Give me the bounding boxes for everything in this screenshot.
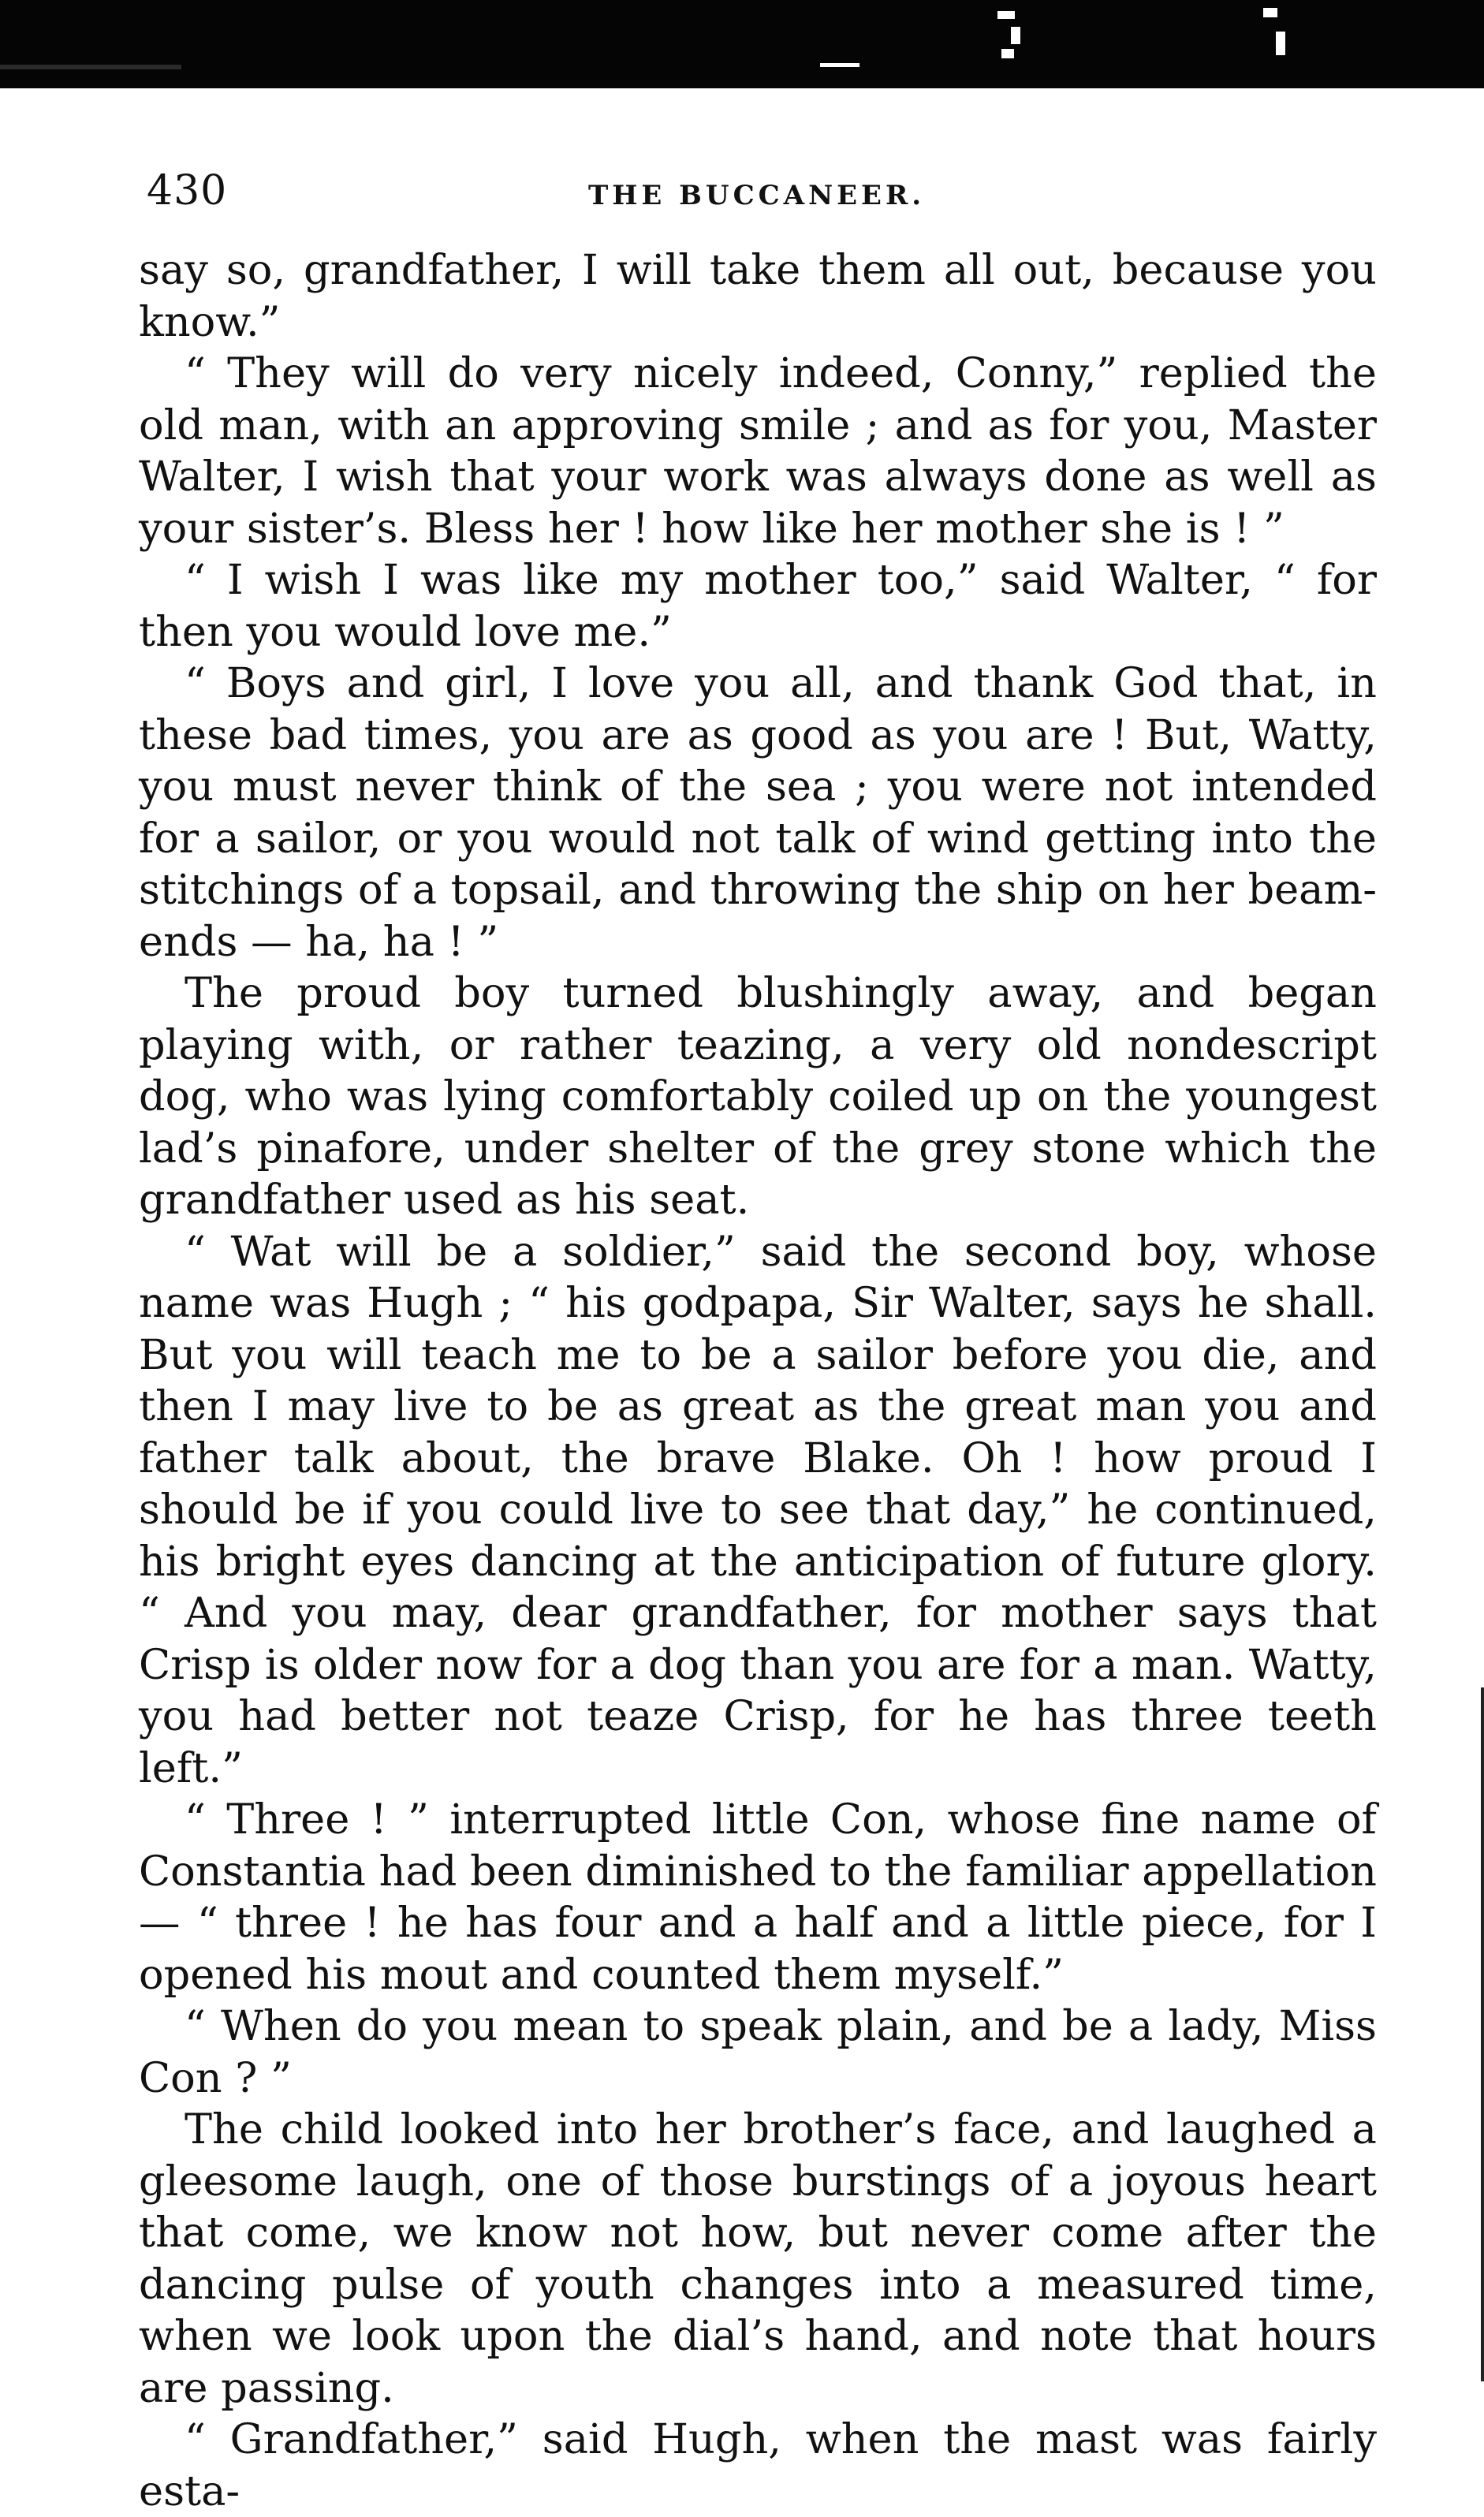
paragraph: “ Three ! ” interrupted little Con, whose fine name of Constantia had been diminished to the familiar appellation — “ three ! he has four and a half and a little piece, for I opened his mout and counted them myself.” <box>139 1795 1377 1999</box>
book-title: THE BUCCANEER. <box>588 180 926 211</box>
paragraph: The proud boy turned blushingly away, and began playing with, or rather teazing, a very old nondescript dog, who was lying comfortably coiled up on the youngest lad’s pinafore, under shelter of the grey stone which the grandfather used as his seat. <box>139 969 1377 1224</box>
page-number: 430 <box>147 167 228 214</box>
scan-right-edge <box>1481 1687 1484 2381</box>
paragraph: “ I wish I was like my mother too,” said Walter, “ for then you would love me.” <box>139 556 1377 656</box>
scan-notch <box>1263 8 1277 17</box>
scan-notch <box>1276 32 1285 55</box>
paragraph: The child looked into her brother’s face, and laughed a gleesome laugh, one of those burstings of a joyous heart that come, we know not how, but never come after the dancing pulse of youth changes into a measured time, when we look upon the dial’s hand, and note that hours are passing. <box>139 2105 1377 2412</box>
scan-top-border <box>0 0 1484 88</box>
paragraph: “ They will do very nicely indeed, Conny,” replied the old man, with an approving smile ; and as for you, Master Walter, I wish that your work was always done as well as your sister’s. Bless her ! how like her mother she is ! ” <box>139 349 1377 553</box>
body-text <box>139 244 1377 2517</box>
scan-notch <box>1001 49 1014 58</box>
running-head <box>147 167 1377 222</box>
scan-notch <box>997 11 1015 19</box>
paragraph: “ When do you mean to speak plain, and be a lady, Miss Con ? ” <box>139 2002 1377 2102</box>
paragraph: say so, grandfather, I will take them all out, because you know.” <box>139 246 1377 346</box>
paragraph: “ Wat will be a soldier,” said the second boy, whose name was Hugh ; “ his godpapa, Sir Walter, says he shall. But you will teach me to be a sailor before you die, and then I may live to be as great as the great man you and father talk about, the brave Blake. Oh ! how proud I should be if you could live to see that day,” he continued, his bright eyes dancing at the anticipation of future glory. “ And you may, dear grandfather, for mother says that Crisp is older now for a dog than you are for a man. Watty, you had better not teaze Crisp, for he has three teeth left.” <box>139 1227 1377 1792</box>
scan-notch <box>820 63 859 67</box>
paragraph: “ Grandfather,” said Hugh, when the mast was fairly esta- <box>139 2415 1377 2515</box>
scan-notch <box>1011 27 1020 44</box>
paragraph: “ Boys and girl, I love you all, and thank God that, in these bad times, you are as good as you are ! But, Watty, you must never think of the sea ; you were not intended for a sailor, or you would not talk of wind getting into the stitchings of a topsail, and throwing the ship on her beam-ends — ha, ha ! ” <box>139 659 1377 966</box>
scan-smear <box>0 49 181 69</box>
